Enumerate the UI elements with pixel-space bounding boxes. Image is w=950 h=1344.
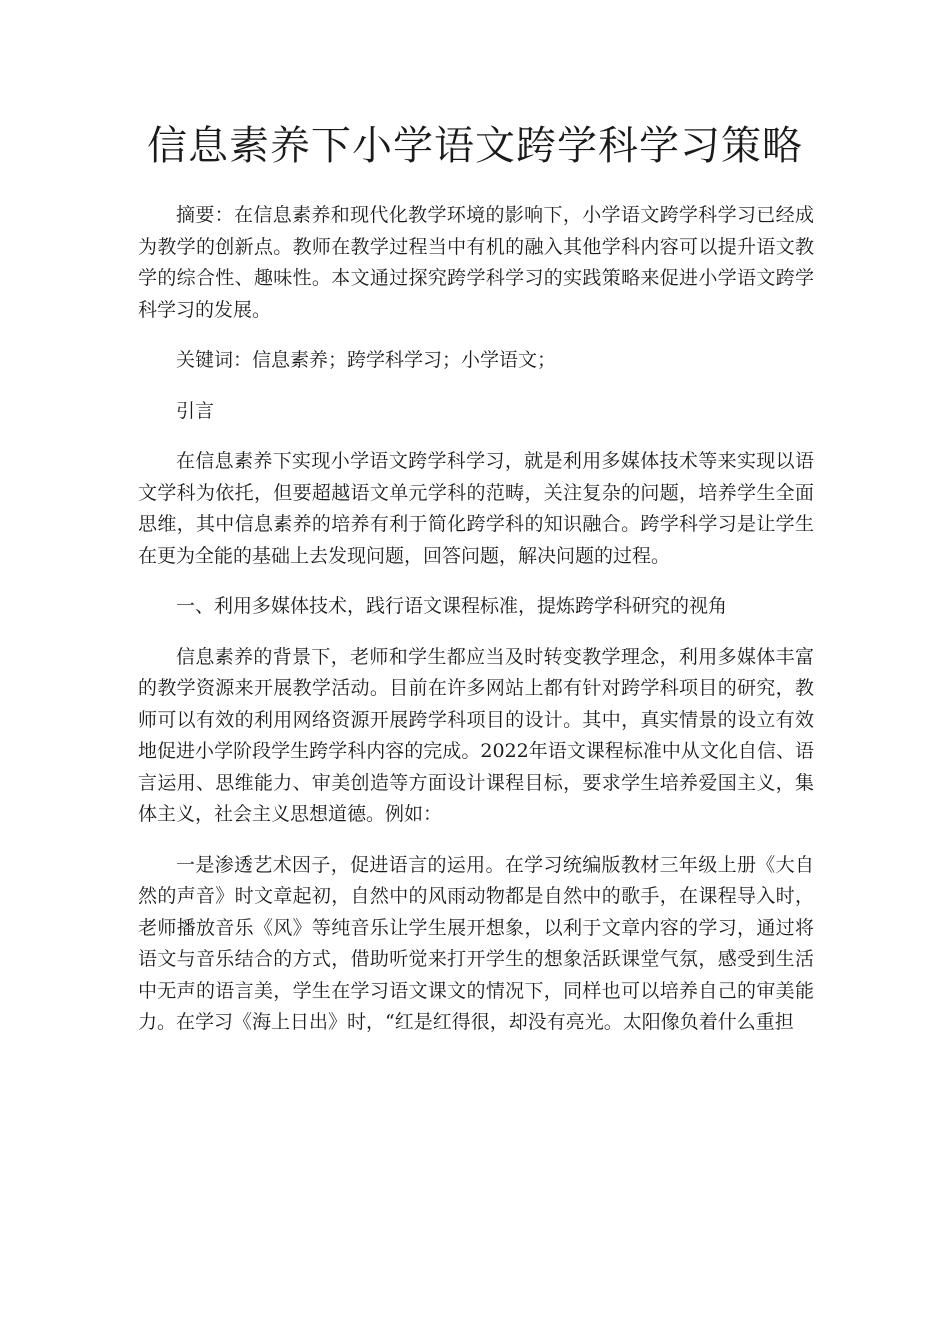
section-one-example-paragraph: 一是渗透艺术因子，促进语言的运用。在学习统编版教材三年级上册《大自然的声音》时文章起初，自然中的风雨动物都是自然中的歌手，在课程导入时，老师播放音乐《风》等纯音乐让学生展开想象，以利于文章内容的学习，通过将语文与音乐结合的方式，借助听觉来打开学生的想象活跃课堂气氛，感受到生活中无声的语言美，学生在学习语文课文的情况下，同样也可以培养自己的审美能力。在学习《海上日出》时，“红是红得很，却没有亮光。太阳像负着什么重担 [138, 853, 814, 1033]
document-body [138, 200, 814, 1058]
abstract-paragraph: 摘要：在信息素养和现代化教学环境的影响下，小学语文跨学科学习已经成为教学的创新点。教师在教学过程当中有机的融入其他学科内容可以提升语文教学的综合性、趣味性。本文通过探究跨学科学习的实践策略来促进小学语文跨学科学习的发展。 [138, 204, 814, 321]
keywords-paragraph: 关键词：信息素养；跨学科学习；小学语文； [176, 349, 557, 371]
page-title: 信息素养下小学语文跨学科学习策略 [147, 123, 803, 169]
introduction-heading: 引言 [176, 399, 215, 422]
section-one-heading: 一、利用多媒体技术，践行语文课程标准，提炼跨学科研究的视角 [176, 595, 728, 617]
introduction-paragraph: 在信息素养下实现小学语文跨学科学习，就是利用多媒体技术等来实现以语文学科为依托，但要超越语文单元学科的范畴，关注复杂的问题，培养学生全面思维，其中信息素养的培养有利于简化跨学科的知识融合。跨学科学习是让学生在更为全能的基础上去发现问题，回答问题，解决问题的过程。 [138, 450, 814, 567]
section-one-paragraph: 信息素养的背景下，老师和学生都应当及时转变教学理念，利用多媒体丰富的教学资源来开展教学活动。目前在许多网站上都有针对跨学科项目的研究，教师可以有效的利用网络资源开展跨学科项目的设计。其中，真实情景的设立有效地促进小学阶段学生跨学科内容的完成。2022年语文课程标准中从文化自信、语言运用、思维能力、审美创造等方面设计课程目标，要求学生培养爱国主义，集体主义，社会主义思想道德。例如： [138, 645, 814, 825]
